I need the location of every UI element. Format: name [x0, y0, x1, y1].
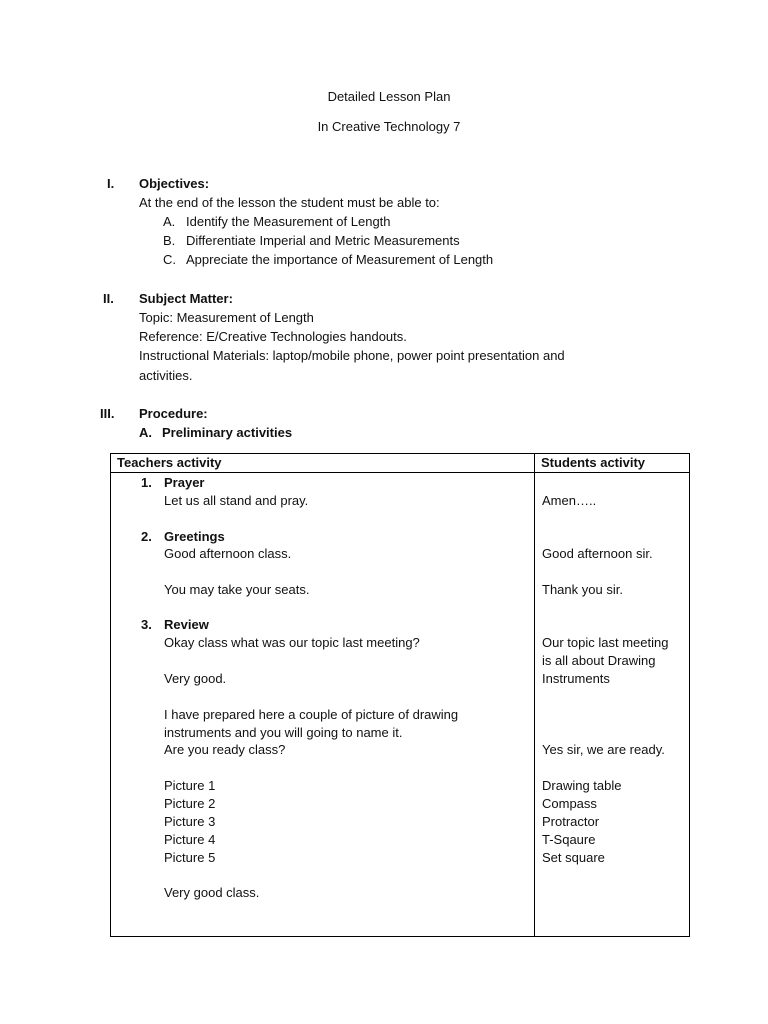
teacher-line: Let us all stand and pray. — [164, 493, 309, 508]
objectives-intro: At the end of the lesson the student must be able to: — [139, 195, 440, 210]
picture-label: Picture 2 — [164, 796, 216, 811]
procedure-heading: Procedure: — [139, 406, 208, 421]
student-line: Yes sir, we are ready. — [542, 742, 665, 757]
student-line: Amen….. — [542, 493, 597, 508]
picture-label: Picture 3 — [164, 814, 216, 829]
teacher-line: Very good class. — [164, 885, 260, 900]
picture-label: Picture 5 — [164, 850, 216, 865]
section-numeral-objectives: I. — [107, 176, 115, 191]
answer-label: Drawing table — [542, 778, 622, 793]
list-number: 2. — [141, 529, 152, 544]
answer-label: Compass — [542, 796, 597, 811]
subject-topic: Topic: Measurement of Length — [139, 310, 314, 325]
activity-heading: Prayer — [164, 475, 205, 490]
page-subtitle: In Creative Technology 7 — [317, 119, 461, 134]
teacher-line: Are you ready class? — [164, 742, 286, 757]
teacher-line: instruments and you will going to name it. — [164, 725, 403, 740]
answer-label: Set square — [542, 850, 605, 865]
student-line: Our topic last meeting — [542, 635, 669, 650]
objective-letter: A. — [163, 214, 176, 229]
teacher-line: Good afternoon class. — [164, 546, 292, 561]
student-line: Thank you sir. — [542, 582, 623, 597]
list-number: 3. — [141, 617, 152, 632]
teacher-line: I have prepared here a couple of picture of drawing — [164, 707, 459, 722]
objective-item: Appreciate the importance of Measurement of Length — [186, 252, 494, 267]
objective-item: Identify the Measurement of Length — [186, 214, 391, 229]
objective-letter: B. — [163, 233, 176, 248]
student-line: Instruments — [542, 671, 610, 686]
activity-heading: Greetings — [164, 529, 225, 544]
teacher-line: You may take your seats. — [164, 582, 310, 597]
section-numeral-subject: II. — [103, 291, 114, 306]
student-activity-cell — [535, 473, 690, 937]
teacher-line: Okay class what was our topic last meeting? — [164, 635, 420, 650]
objective-letter: C. — [163, 252, 176, 267]
student-line: is all about Drawing — [542, 653, 656, 668]
answer-label: Protractor — [542, 814, 600, 829]
picture-label: Picture 4 — [164, 832, 216, 847]
activity-heading: Review — [164, 617, 209, 632]
subject-materials-cont: activities. — [139, 368, 193, 383]
activity-table — [110, 453, 690, 937]
procedure-sub-heading: Preliminary activities — [162, 425, 293, 440]
list-number: 1. — [141, 475, 152, 490]
procedure-sub-letter: A. — [139, 425, 152, 440]
table-header-student: Students activity — [535, 454, 690, 473]
objective-item: Differentiate Imperial and Metric Measurements — [186, 233, 460, 248]
section-numeral-procedure: III. — [100, 406, 115, 421]
student-line: Good afternoon sir. — [542, 546, 653, 561]
picture-label: Picture 1 — [164, 778, 216, 793]
teacher-line: Very good. — [164, 671, 227, 686]
teacher-activity-cell — [111, 473, 535, 937]
subject-matter-heading: Subject Matter: — [139, 291, 233, 306]
table-header-teacher: Teachers activity — [111, 454, 535, 473]
answer-label: T-Sqaure — [542, 832, 596, 847]
subject-reference: Reference: E/Creative Technologies handouts. — [139, 329, 407, 344]
page-title: Detailed Lesson Plan — [327, 89, 451, 104]
subject-materials: Instructional Materials: laptop/mobile phone, power point presentation and — [139, 348, 565, 363]
objectives-heading: Objectives: — [139, 176, 210, 191]
